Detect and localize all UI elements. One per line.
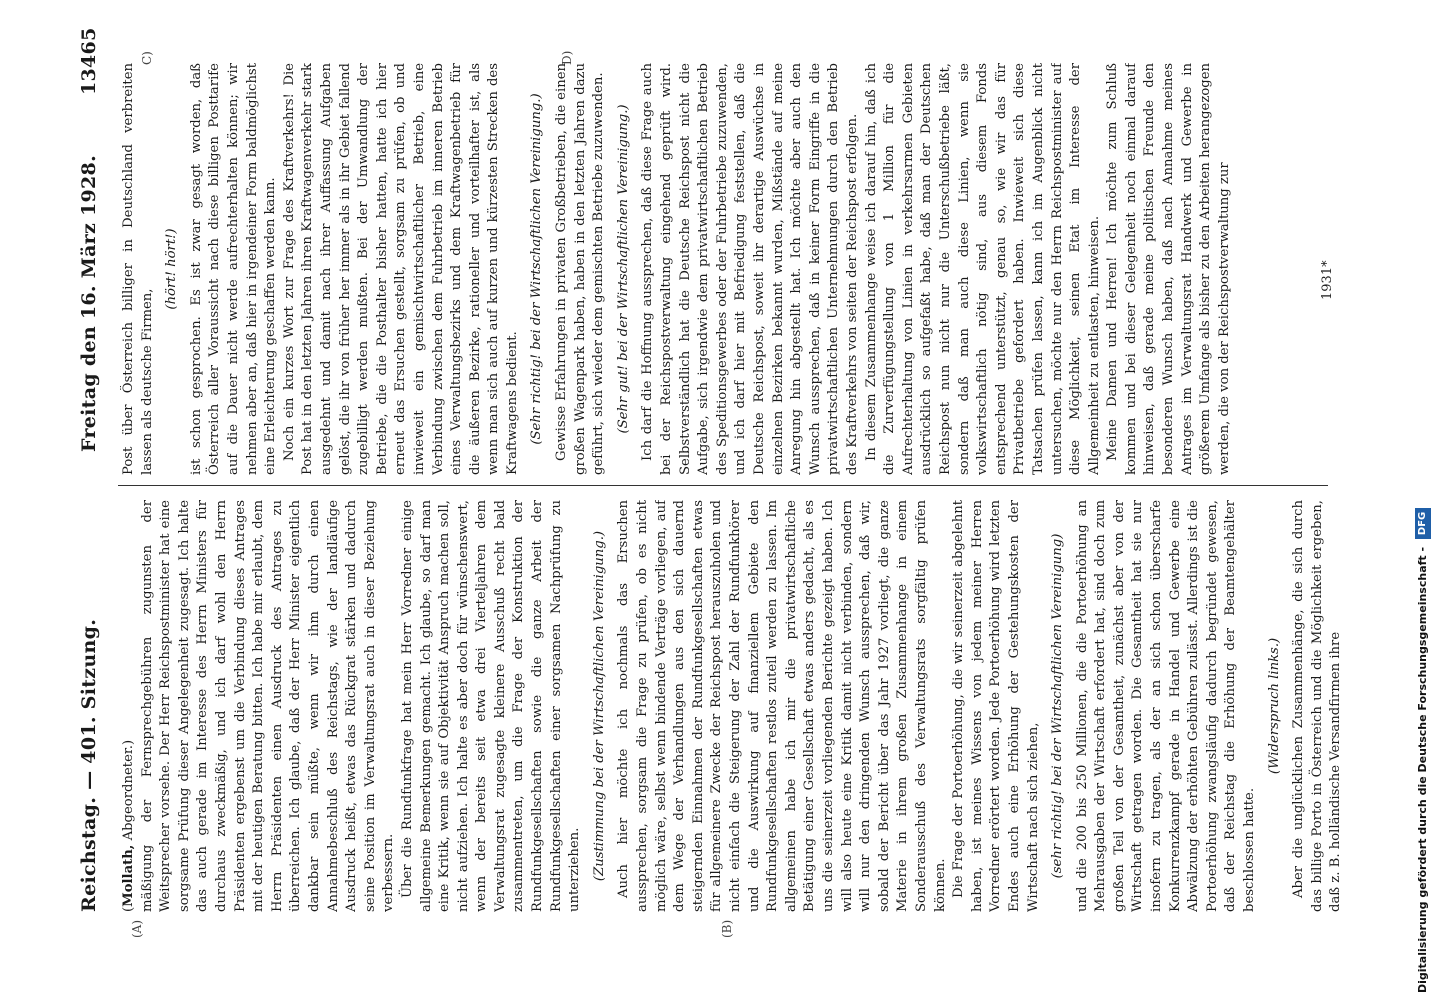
paragraph: und die 200 bis 250 Millionen, die die Portoerhöhung an Mehrausgaben der Wirtschaft erfordert hat, sind doch zum großen Teil von der Gesamtheit, zunächst aber von der Wirtschaft getragen worden. Die Gesamtheit hat sie nur insofern zu tragen, als der an sich schon überscharfe Konkurrenzkampf gerade in Handel und Gewerbe eine Abwälzung der erhöhten Gebühren zulässt. Allerdings ist die Portoerhöhung zwangsläufig dadurch begründet gewesen, daß der Reichstag die Erhöhung der Beamtengehälter beschlossen hatte. <box>1074 500 1258 912</box>
paragraph: ist schon gesprochen. Es ist zwar gesagt worden, daß Österreich aller Voraussicht nach diese billigen Posttarife auf die Dauer nicht werde aufrechterhalten können; wir nehmen aber an, daß hier in irgendeiner Form baldmöglichst eine Erleichterung geschaffen werden kann. <box>188 63 279 475</box>
column-divider <box>118 485 1328 486</box>
paragraph: Post über Österreich billiger in Deutschland verbreiten lassen als deutsche Firmen, <box>121 63 155 475</box>
paragraph: Aber die unglücklichen Zusammenhänge, die sich durch das billige Porto in Österreich und die Möglichkeit ergeben, daß z. B. holländische Versandfirmen ihre <box>1291 500 1344 912</box>
signature-mark: 1931* <box>1320 260 1335 300</box>
credit-text: Digitalisierung gefördert durch die Deutsche Forschungsgemeinschaft - <box>1416 546 1429 993</box>
interjection: (Zustimmung bei der Wirtschaftlichen Vereinigung.) <box>591 530 607 882</box>
interjection: (Sehr gut! bei der Wirtschaftlichen Vereinigung.) <box>615 104 631 434</box>
running-header-date: Freitag den 16. März 1928. <box>78 155 100 452</box>
left-column <box>120 500 1345 912</box>
paragraph: Über die Rundfunkfrage hat mein Herr Vorredner einige allgemeine Bemerkungen gemacht. Ich glaube, so darf man eine Kritik, wenn sie auf Objektivität Anspruch machen soll, nicht aufziehen. Ich halte es aber doch für wünschenswert, wenn der bereits seit etwa drei Vierteljahren dem Verwaltungsrat zugesagte kleinere Ausschuß recht bald zusammentreten, um die Frage der Konstruktion der Rundfunkgesellschaften sowie die ganze Arbeit der Rundfunkgesellschaften einer sorgsamen Nachprüfung zu unterziehen. <box>399 500 583 912</box>
interjection: (Sehr richtig! bei der Wirtschaftlichen Vereinigung.) <box>529 93 545 445</box>
margin-mark-d: D) <box>560 50 574 65</box>
paragraph: Auch hier möchte ich nochmals das Ersuchen aussprechen, sorgsam die Frage zu prüfen, ob es nicht möglich wäre, selbst wenn bindende Verträge vorliegen, auf dem Wege der Verhandlungen aus den sich dauernd steigernden Einnahmen der Rundfunkgesellschaften etwas für allgemeinere Zwecke der Reichspost herauszuholen und nicht einfach die Steigerung der Zahl der Rundfunkhörer und die Auswirkung auf finanziellem Gebiete den Rundfunkgesellschaften restlos zuteil werden zu lassen. Im allgemeinen habe ich mir die privatwirtschaftliche Betätigung einer Gesellschaft etwas anders gedacht, als es uns die seinerzeit vorliegenden Berichte gezeigt haben. Ich will also heute eine Kritik damit nicht verbinden, sondern will nur den dringenden Wunsch aussprechen, daß wir, sobald der Bericht über das Jahr 1927 vorliegt, die ganze Materie in ihrem großen Zusammenhange in einem Sonderausschuß des Verwaltungsrats sorgfältig prüfen können. <box>616 500 948 912</box>
running-header-left: Reichstag. — 401. Sitzung. <box>78 618 100 912</box>
margin-mark-c: C) <box>140 51 154 65</box>
interjection: (sehr richtig! bei der Wirtschaftlichen Vereinigung) <box>1050 533 1066 879</box>
paragraph: In diesem Zusammenhange weise ich darauf hin, daß ich die Zurverfügungstellung von 1 Million für die Aufrechterhaltung von Linien in verkehrsarmen Gebieten ausdrücklich so aufgefaßt habe, daß man der Deutschen Reichspost nun nicht nur die Unterschußbetriebe läßt, sondern daß man auch diese Linien, wenn sie volkswirtschaftlich nötig sind, aus diesem Fonds entsprechend unterstützt, genau so, wie wir das für Privatbetriebe gefordert haben. Inwieweit sich diese Tatsachen prüfen lassen, kann ich im Augenblick nicht untersuchen, möchte nur den Herrn Reichspostminister auf diese Möglichkeit, seinen Etat im Interesse der Allgemeinheit zu entlasten, hinweisen. <box>863 63 1102 475</box>
speaker-role: Abgeordneter. <box>121 745 136 841</box>
paragraph: Die Frage der Portoerhöhung, die wir seinerzeit abgelehnt haben, ist meines Wissens von jedem meiner Herren Vorredner erörtert worden. Jede Portoerhöhung wird letzten Endes auch eine Erhöhung der Gestehungskosten der Wirtschaft nach sich ziehen, <box>951 500 1041 912</box>
paragraph: mäßigung der Fernsprechgebühren zugunsten der Weitsprecher vorsehe. Der Herr Reichspostminister hat eine sorgsame Prüfung dieser Angelegenheit zugesagt. Ich halte das auch gerade im Interesse des Herrn Ministers für durchaus zweckmäßig, und ich darf wohl den Herrn Präsidenten ergebenst um die Verbindung dieses Antrages mit der heutigen Beratung bitten. Ich habe mir erlaubt, dem Herrn Präsidenten einen Ausdruck des Antrages zu überreichen. Ich glaube, daß der Herr Minister eigentlich dankbar sein müßte, wenn wir ihm durch einen Annahmebeschluß des Reichstags, wie der landläufige Ausdruck heißt, etwas das Rückgrat stärken und dadurch seine Position im Verwaltungsrat auch in dieser Beziehung verbessern. <box>139 500 397 912</box>
speaker-name: Mollath, <box>121 844 136 907</box>
speaker-line: (Mollath, Abgeordneter.) <box>121 739 136 912</box>
paragraph: Ich darf die Hoffnung aussprechen, daß diese Frage auch bei der Reichspostverwaltung eingehend geprüft wird. Selbstverständlich hat die Deutsche Reichspost nicht die Aufgabe, sich irgendwie dem privatwirtschaftlichen Betrieb des Speditionsgewerbes oder der Fuhrbetriebe zuzuwenden, und ich darf hier mit Befriedigung feststellen, daß die Deutsche Reichspost, soweit ihr derartige Auswüchse in einzelnen Bezirken bekannt wurden, Mißstände auf meine Anregung hin abgestellt hat. Ich möchte aber auch den Wunsch aussprechen, daß in keiner Form Eingriffe in die privatwirtschaftlichen Unternehmungen durch den Betrieb des Kraftverkehrs von seiten der Reichspost erfolgen. <box>640 63 860 475</box>
credit-text-wrapper <box>1412 8 1434 993</box>
paragraph: Noch ein kurzes Wort zur Frage des Kraftverkehrs! Die Post hat in den letzten Jahren ihren Kraftwagenverkehr stark ausgedehnt und damit nach ihrer Auffassung Aufgaben gelöst, die ihr von früher her immer als in ihr Gebiet fallend zugebilligt werden mußten. Bei der Umwandlung der Betriebe, die die Posthalter bisher hatten, hatte ich hier erneut das Ersuchen gestellt, sorgsam zu prüfen, ob und inwieweit ein gemischtwirtschaftlicher Betrieb, eine Verbindung zwischen dem Fuhrbetrieb im inneren Betrieb eines Verwaltungsbezirks und dem Kraftwagenbetrieb für die äußeren Bezirke, rationeller und vorteilhafter ist, als wenn man sich auch auf kurzen und kürzesten Strecken des Kraftwagens bedient. <box>281 63 520 475</box>
page-number: 13465 <box>78 27 100 95</box>
interjection: (Widerspruch links.) <box>1266 637 1282 775</box>
right-column <box>120 63 1325 475</box>
dfg-credit-strip <box>1412 8 1434 993</box>
interjection: (hört! hört!) <box>164 228 180 310</box>
margin-mark-b: (B) <box>720 919 734 938</box>
paragraph: Gewisse Erfahrungen in privaten Großbetrieben, die einen großen Wagenpark haben, haben in den letzten Jahren dazu geführt, sich wieder dem gemischten Betriebe zuzuwenden. <box>554 63 607 475</box>
margin-mark-a: (A) <box>130 919 144 938</box>
paragraph: Meine Damen und Herren! Ich möchte zum Schluß kommen und bei dieser Gelegenheit noch einmal darauf hinweisen, daß gerade meine politischen Freunde den besonderen Wunsch haben, daß nach Annahme meines Antrages im Verwaltungsrat Handwerk und Gewerbe in größerem Umfange als bisher zu den Arbeiten herangezogen werden, die von der Reichspostverwaltung zur <box>1105 63 1232 475</box>
dfg-logo: DFG <box>1415 508 1431 539</box>
